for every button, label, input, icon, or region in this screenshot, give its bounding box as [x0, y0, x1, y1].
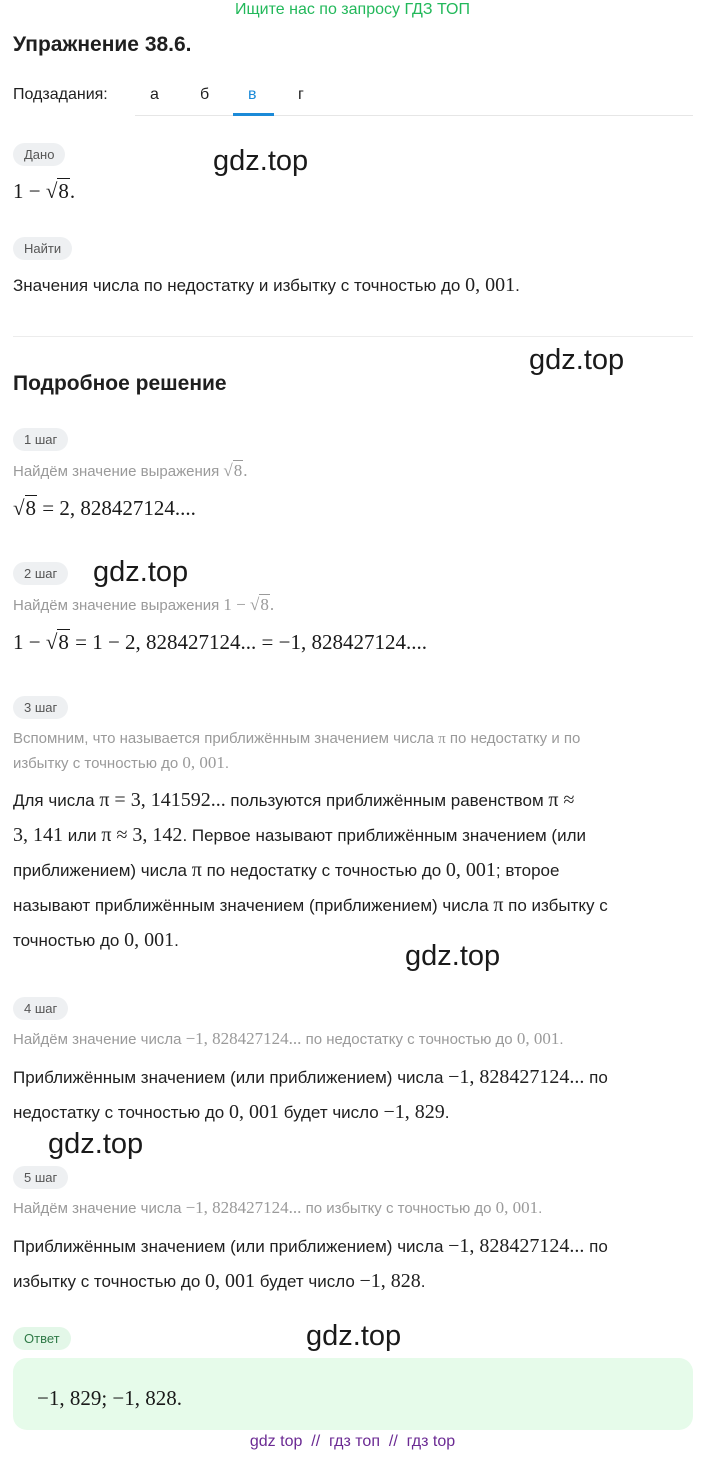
step-1-hint-radicand: 8 [233, 461, 243, 480]
step-3-text-part: приближением) числа [13, 861, 192, 880]
step-5-text-part: . [420, 1272, 426, 1291]
watermark: gdz.top [306, 1320, 402, 1352]
step-3-text [13, 783, 693, 958]
step-3-math: π [493, 894, 504, 916]
step-3-text-part: пользуются приближённым равенством [225, 791, 549, 810]
step-3-math: 3, 141 [13, 824, 63, 846]
step-3-math: π ≈ [548, 789, 575, 811]
find-suffix: . [515, 276, 520, 295]
given-expr-radicand: 8 [58, 179, 69, 203]
step-4-hint-text: . [559, 1031, 564, 1048]
page-title: Упражнение 38.6. [13, 33, 192, 56]
step-2-formula: 1 − √8 = 1 − 2, 828427124... = −1, 828427124.... [13, 630, 427, 654]
step-2-hint-radicand: 8 [260, 595, 269, 614]
step-5-hint-text: . [538, 1200, 543, 1217]
step-5-math: −1, 828 [359, 1270, 421, 1292]
step-2-chip: 2 шаг [13, 562, 68, 585]
step-3-chip: 3 шаг [13, 696, 68, 719]
step-5-math: −1, 828427124... [448, 1235, 585, 1257]
watermark: gdz.top [213, 145, 309, 177]
answer-chip: Ответ [13, 1327, 71, 1350]
tab-g[interactable]: г [298, 86, 304, 103]
step-3-text-part: ; второе [495, 861, 560, 880]
step-4-text-part: Приближённым значением (или приближением) числа [13, 1068, 449, 1087]
step-2-formula-prefix: 1 − [13, 630, 46, 654]
given-chip: Дано [13, 143, 65, 166]
step-3-text-part: по недостатку с точностью до [201, 861, 446, 880]
step-4-hint-text: Найдём значение числа [13, 1031, 186, 1048]
step-4-text-part: недостатку с точностью до [13, 1103, 229, 1122]
tab-a[interactable]: а [150, 86, 159, 103]
step-3-math: 0, 001 [124, 929, 175, 951]
watermark: gdz.top [93, 556, 189, 588]
watermark: gdz.top [48, 1128, 144, 1160]
step-5-math: 0, 001 [205, 1270, 256, 1292]
step-1-chip: 1 шаг [13, 428, 68, 451]
step-3-text-part: или [63, 826, 102, 845]
step-5-hint-math: 0, 001 [495, 1198, 539, 1217]
step-5-hint-text: по избытку с точностью до [301, 1200, 496, 1217]
given-expression: 1 − √8. [13, 179, 76, 203]
step-1-hint: Найдём значение выражения √8. [13, 461, 248, 480]
step-3-text-part: . [174, 931, 179, 950]
step-3-text-part: точностью до [13, 931, 125, 950]
step-5-text [13, 1229, 693, 1299]
step-3-text-part: . Первое называют приближённым значением (или [182, 826, 587, 845]
step-4-text-part: . [444, 1103, 450, 1122]
step-2-formula-radicand: 8 [58, 630, 69, 654]
step-5-hint-math: −1, 828427124... [185, 1198, 302, 1217]
step-4-text-part: будет число [278, 1103, 384, 1122]
step-1-formula: √8 = 2, 828427124.... [13, 496, 196, 520]
step-4-hint-math: −1, 828427124... [185, 1029, 302, 1048]
step-2-hint-math: 1 − [223, 595, 250, 614]
pi-symbol: π [438, 731, 446, 747]
footer-links: gdz top // гдз топ // гдз top [249, 1433, 456, 1450]
step-4-hint [13, 1027, 693, 1052]
step-3-math: π [191, 859, 202, 881]
step-4-math: 0, 001 [228, 1101, 279, 1123]
tabs-divider [135, 115, 693, 116]
step-2-hint: Найдём значение выражения 1 − √8. [13, 595, 275, 614]
step-5-text-part: избытку с точностью до [13, 1272, 206, 1291]
step-5-text-part: будет число [255, 1272, 360, 1291]
step-5-chip: 5 шаг [13, 1166, 68, 1189]
answer-value: −1, 829; −1, 828. [37, 1386, 183, 1410]
step-4-math: −1, 829 [383, 1101, 445, 1123]
step-4-text [13, 1060, 693, 1130]
step-4-chip: 4 шаг [13, 997, 68, 1020]
step-4-hint-math: 0, 001 [516, 1029, 560, 1048]
step-4-hint-text: по недостатку с точностью до [301, 1031, 517, 1048]
watermark: gdz.top [529, 344, 625, 376]
step-4-text-part: по [584, 1068, 608, 1087]
step-3-hint-math: 0, 001 [182, 753, 225, 772]
step-4-math: −1, 828427124... [448, 1066, 585, 1088]
step-3-text-part: по избытку с [503, 896, 608, 915]
watermark: gdz.top [405, 940, 501, 972]
step-3-text-part: называют приближённым значением (приближением) числа [13, 896, 494, 915]
tab-v[interactable]: в [248, 86, 257, 103]
given-expr-suffix: . [69, 179, 76, 203]
step-2-hint-text: Найдём значение выражения [13, 597, 224, 614]
find-text-main: Значения числа по недостатку и избытку с точностью до [13, 276, 466, 295]
given-expr-prefix: 1 − [13, 179, 46, 203]
step-3-text-part: Для числа [13, 791, 100, 810]
step-2-formula-rest: = 1 − 2, 828427124... = −1, 828427124.... [69, 630, 427, 654]
step-5-text-part: Приближённым значением (или приближением) числа [13, 1237, 449, 1256]
step-3-math: π = 3, 141592... [99, 789, 226, 811]
step-3-hint [13, 727, 693, 776]
search-banner: Ищите нас по запросу ГДЗ ТОП [235, 1, 470, 18]
step-5-text-part: по [584, 1237, 608, 1256]
step-3-math: π ≈ 3, 142 [101, 824, 183, 846]
step-1-formula-radicand: 8 [25, 496, 37, 520]
find-value: 0, 001 [465, 274, 516, 296]
solution-title: Подробное решение [13, 372, 227, 395]
step-5-hint-text: Найдём значение числа [13, 1200, 186, 1217]
step-3-hint-text: Вспомним, что называется приближённым значением числа [13, 730, 439, 747]
find-chip: Найти [13, 237, 72, 260]
tab-b[interactable]: б [200, 86, 210, 103]
active-tab-indicator [233, 113, 274, 116]
find-text [13, 268, 693, 303]
step-1-hint-text: Найдём значение выражения [13, 463, 224, 480]
step-3-hint-text: . [224, 755, 230, 772]
section-divider [13, 336, 693, 337]
step-3-math: 0, 001 [445, 859, 496, 881]
step-5-hint [13, 1196, 693, 1221]
step-3-hint-text: избытку с точностью до [13, 755, 183, 772]
subtasks-label: Подзадания: [13, 86, 108, 103]
step-3-hint-text: по недостатку и по [445, 730, 581, 747]
step-1-formula-rest: = 2, 828427124.... [37, 496, 196, 520]
